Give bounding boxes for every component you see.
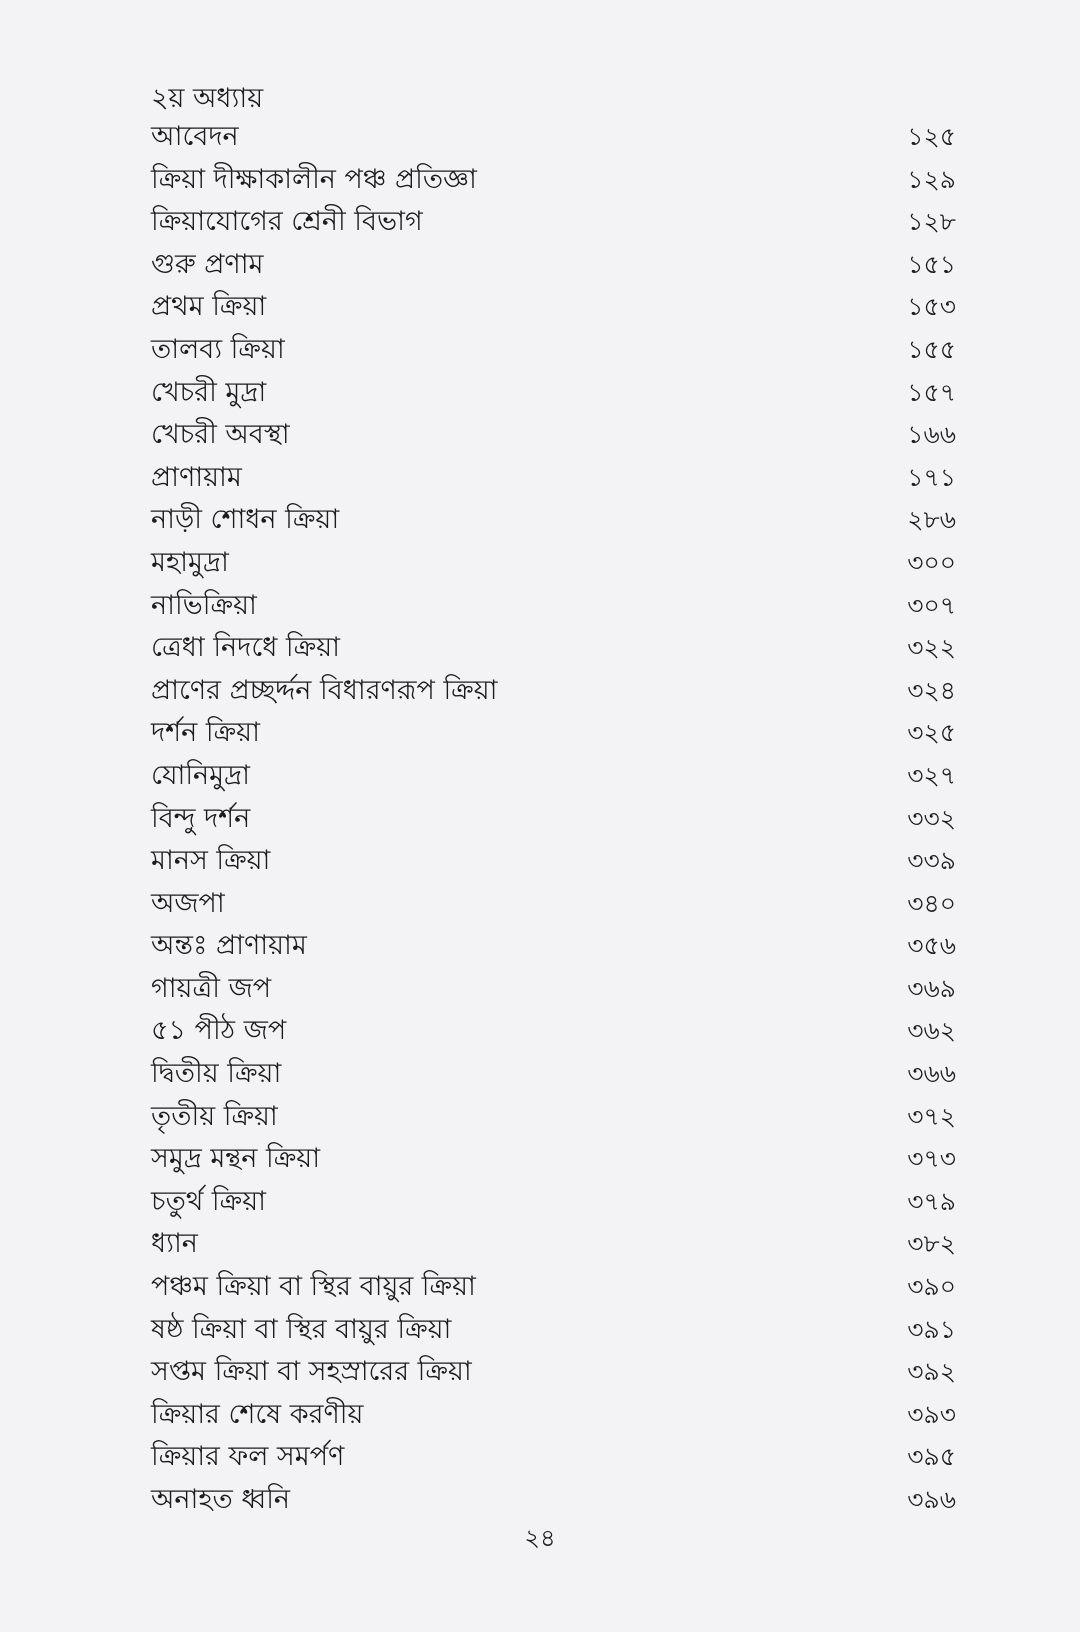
toc-entry <box>151 286 956 329</box>
toc-entry-page: ৩৭৯ <box>907 1186 956 1216</box>
toc-entry-title: ত্রেধা নিদধে ক্রিয়া <box>151 632 340 664</box>
toc-entry-title: মানস ক্রিয়া <box>151 845 271 877</box>
toc-entry-page: ৩৯৬ <box>907 1485 956 1514</box>
toc-entry-title: তৃতীয় ক্রিয়া <box>151 1100 278 1132</box>
toc-entry-title: খেচরী অবস্থা <box>151 419 290 451</box>
toc-entry <box>151 1479 956 1522</box>
toc-entry <box>151 1138 956 1181</box>
toc-entry-page: ১৬৬ <box>907 420 956 450</box>
toc-entry <box>151 1394 956 1437</box>
toc-entry-title: নাভিক্রিয়া <box>151 589 257 621</box>
toc-entry-title: গুরু প্রণাম <box>151 248 264 280</box>
toc-entry <box>151 1181 956 1224</box>
toc-entry-page: ১৭১ <box>907 462 956 492</box>
toc-entry-page: ৩৭৩ <box>907 1144 956 1174</box>
toc-entry-page: ২৮৬ <box>907 505 956 535</box>
toc-entry <box>151 1053 956 1096</box>
toc-entry <box>151 116 956 159</box>
toc-entry-page: ৩০৭ <box>907 590 956 620</box>
page-number: ২৪ <box>524 1524 556 1552</box>
toc-entry-title: চতুর্থ ক্রিয়া <box>151 1185 266 1217</box>
toc-entry-title: অন্তঃ প্রাণায়াম <box>151 930 307 962</box>
toc-entry <box>151 244 956 287</box>
toc-entry <box>151 1351 956 1394</box>
toc-entry-title: ক্রিয়ার ফল সমর্পণ <box>151 1441 345 1473</box>
chapter-heading: ২য় অধ্যায় <box>151 83 264 114</box>
toc-entry-page: ৩২৫ <box>907 718 956 748</box>
toc-entry-page: ৩৯৫ <box>907 1442 956 1472</box>
toc-entry <box>151 159 956 202</box>
toc-entry-title: মহামুদ্রা <box>151 546 229 578</box>
toc-entry-page: ১২৫ <box>907 122 956 151</box>
toc-entry-title: ক্রিয়া দীক্ষাকালীন পঞ্চ প্রতিজ্ঞা <box>151 163 477 195</box>
toc-entry-page: ৩৯০ <box>907 1272 956 1302</box>
toc-entry <box>151 925 956 968</box>
toc-entry <box>151 1096 956 1139</box>
toc-entry-page: ১২৮ <box>907 207 956 237</box>
toc-entry-page: ৩৯২ <box>907 1357 956 1387</box>
toc-entry-page: ১৫৩ <box>907 292 956 322</box>
toc-entry-title: ধ্যান <box>151 1228 198 1260</box>
toc-entry-title: গায়ত্রী জপ <box>151 972 272 1004</box>
toc-entry <box>151 585 956 628</box>
toc-entry-page: ৩২৪ <box>907 675 956 705</box>
toc-entry-page: ৩৬৯ <box>907 973 956 1003</box>
toc-entry <box>151 542 956 585</box>
table-of-contents <box>151 116 956 1522</box>
toc-entry <box>151 712 956 755</box>
toc-entry <box>151 883 956 926</box>
toc-entry-title: ক্রিয়াযোগের শ্রেনী বিভাগ <box>151 206 423 238</box>
toc-entry <box>151 372 956 415</box>
toc-entry-title: বিন্দু দর্শন <box>151 802 251 834</box>
toc-entry-page: ৩৯১ <box>907 1314 956 1344</box>
toc-entry-page: ৩৯৩ <box>907 1399 956 1429</box>
toc-entry <box>151 1436 956 1479</box>
toc-entry <box>151 670 956 713</box>
toc-entry-page: ১৫৫ <box>907 334 956 364</box>
toc-entry-title: অনাহত ধ্বনি <box>151 1484 291 1515</box>
toc-entry <box>151 201 956 244</box>
toc-entry-title: খেচরী মুদ্রা <box>151 376 267 408</box>
toc-entry-page: ৩৮২ <box>907 1229 956 1259</box>
toc-entry-title: ক্রিয়ার শেষে করণীয় <box>151 1398 364 1430</box>
toc-entry <box>151 329 956 372</box>
toc-entry-title: অজপা <box>151 887 225 919</box>
toc-entry-page: ১৫১ <box>907 249 956 279</box>
toc-entry-title: ষষ্ঠ ক্রিয়া বা স্থির বায়ুর ক্রিয়া <box>151 1313 452 1345</box>
toc-entry <box>151 627 956 670</box>
toc-entry <box>151 1010 956 1053</box>
toc-entry-title: যোনিমুদ্রা <box>151 759 250 791</box>
toc-entry <box>151 755 956 798</box>
toc-entry-page: ৩৭২ <box>907 1101 956 1131</box>
toc-entry-title: আবেদন <box>151 121 239 152</box>
toc-entry-title: সমুদ্র মন্থন ক্রিয়া <box>151 1143 321 1175</box>
toc-entry-title: তালব্য ক্রিয়া <box>151 333 285 365</box>
toc-entry-title: পঞ্চম ক্রিয়া বা স্থির বায়ুর ক্রিয়া <box>151 1271 476 1303</box>
toc-entry-title: প্রাণের প্রচ্ছর্দ্দন বিধারণরূপ ক্রিয়া <box>151 674 498 706</box>
toc-entry <box>151 499 956 542</box>
toc-entry-title: ৫১ পীঠ জপ <box>151 1015 287 1047</box>
toc-entry-title: দর্শন ক্রিয়া <box>151 717 260 749</box>
toc-entry-page: ৩৫৬ <box>907 931 956 961</box>
toc-entry-page: ৩৩২ <box>907 803 956 833</box>
toc-entry-page: ৩৩৯ <box>907 846 956 876</box>
toc-entry-page: ৩০০ <box>907 547 956 577</box>
toc-entry-title: প্রাণায়াম <box>151 461 242 493</box>
toc-entry <box>151 840 956 883</box>
toc-entry-page: ৩৬৬ <box>907 1059 956 1089</box>
toc-entry <box>151 457 956 500</box>
toc-entry <box>151 414 956 457</box>
toc-entry-title: নাড়ী শোধন ক্রিয়া <box>151 504 340 536</box>
toc-entry-title: সপ্তম ক্রিয়া বা সহস্রারের ক্রিয়া <box>151 1356 472 1388</box>
toc-entry <box>151 968 956 1011</box>
toc-entry-page: ১২৯ <box>907 164 956 194</box>
toc-entry-page: ১৫৭ <box>907 377 956 407</box>
toc-entry <box>151 1223 956 1266</box>
toc-entry-page: ৩২২ <box>907 633 956 663</box>
toc-entry-title: দ্বিতীয় ক্রিয়া <box>151 1058 282 1090</box>
toc-entry-page: ৩২৭ <box>907 760 956 790</box>
toc-entry-title: প্রথম ক্রিয়া <box>151 291 267 323</box>
toc-entry-page: ৩৬২ <box>907 1016 956 1046</box>
toc-entry <box>151 1266 956 1309</box>
toc-entry-page: ৩৪০ <box>907 888 956 918</box>
toc-entry <box>151 798 956 841</box>
toc-entry <box>151 1309 956 1352</box>
